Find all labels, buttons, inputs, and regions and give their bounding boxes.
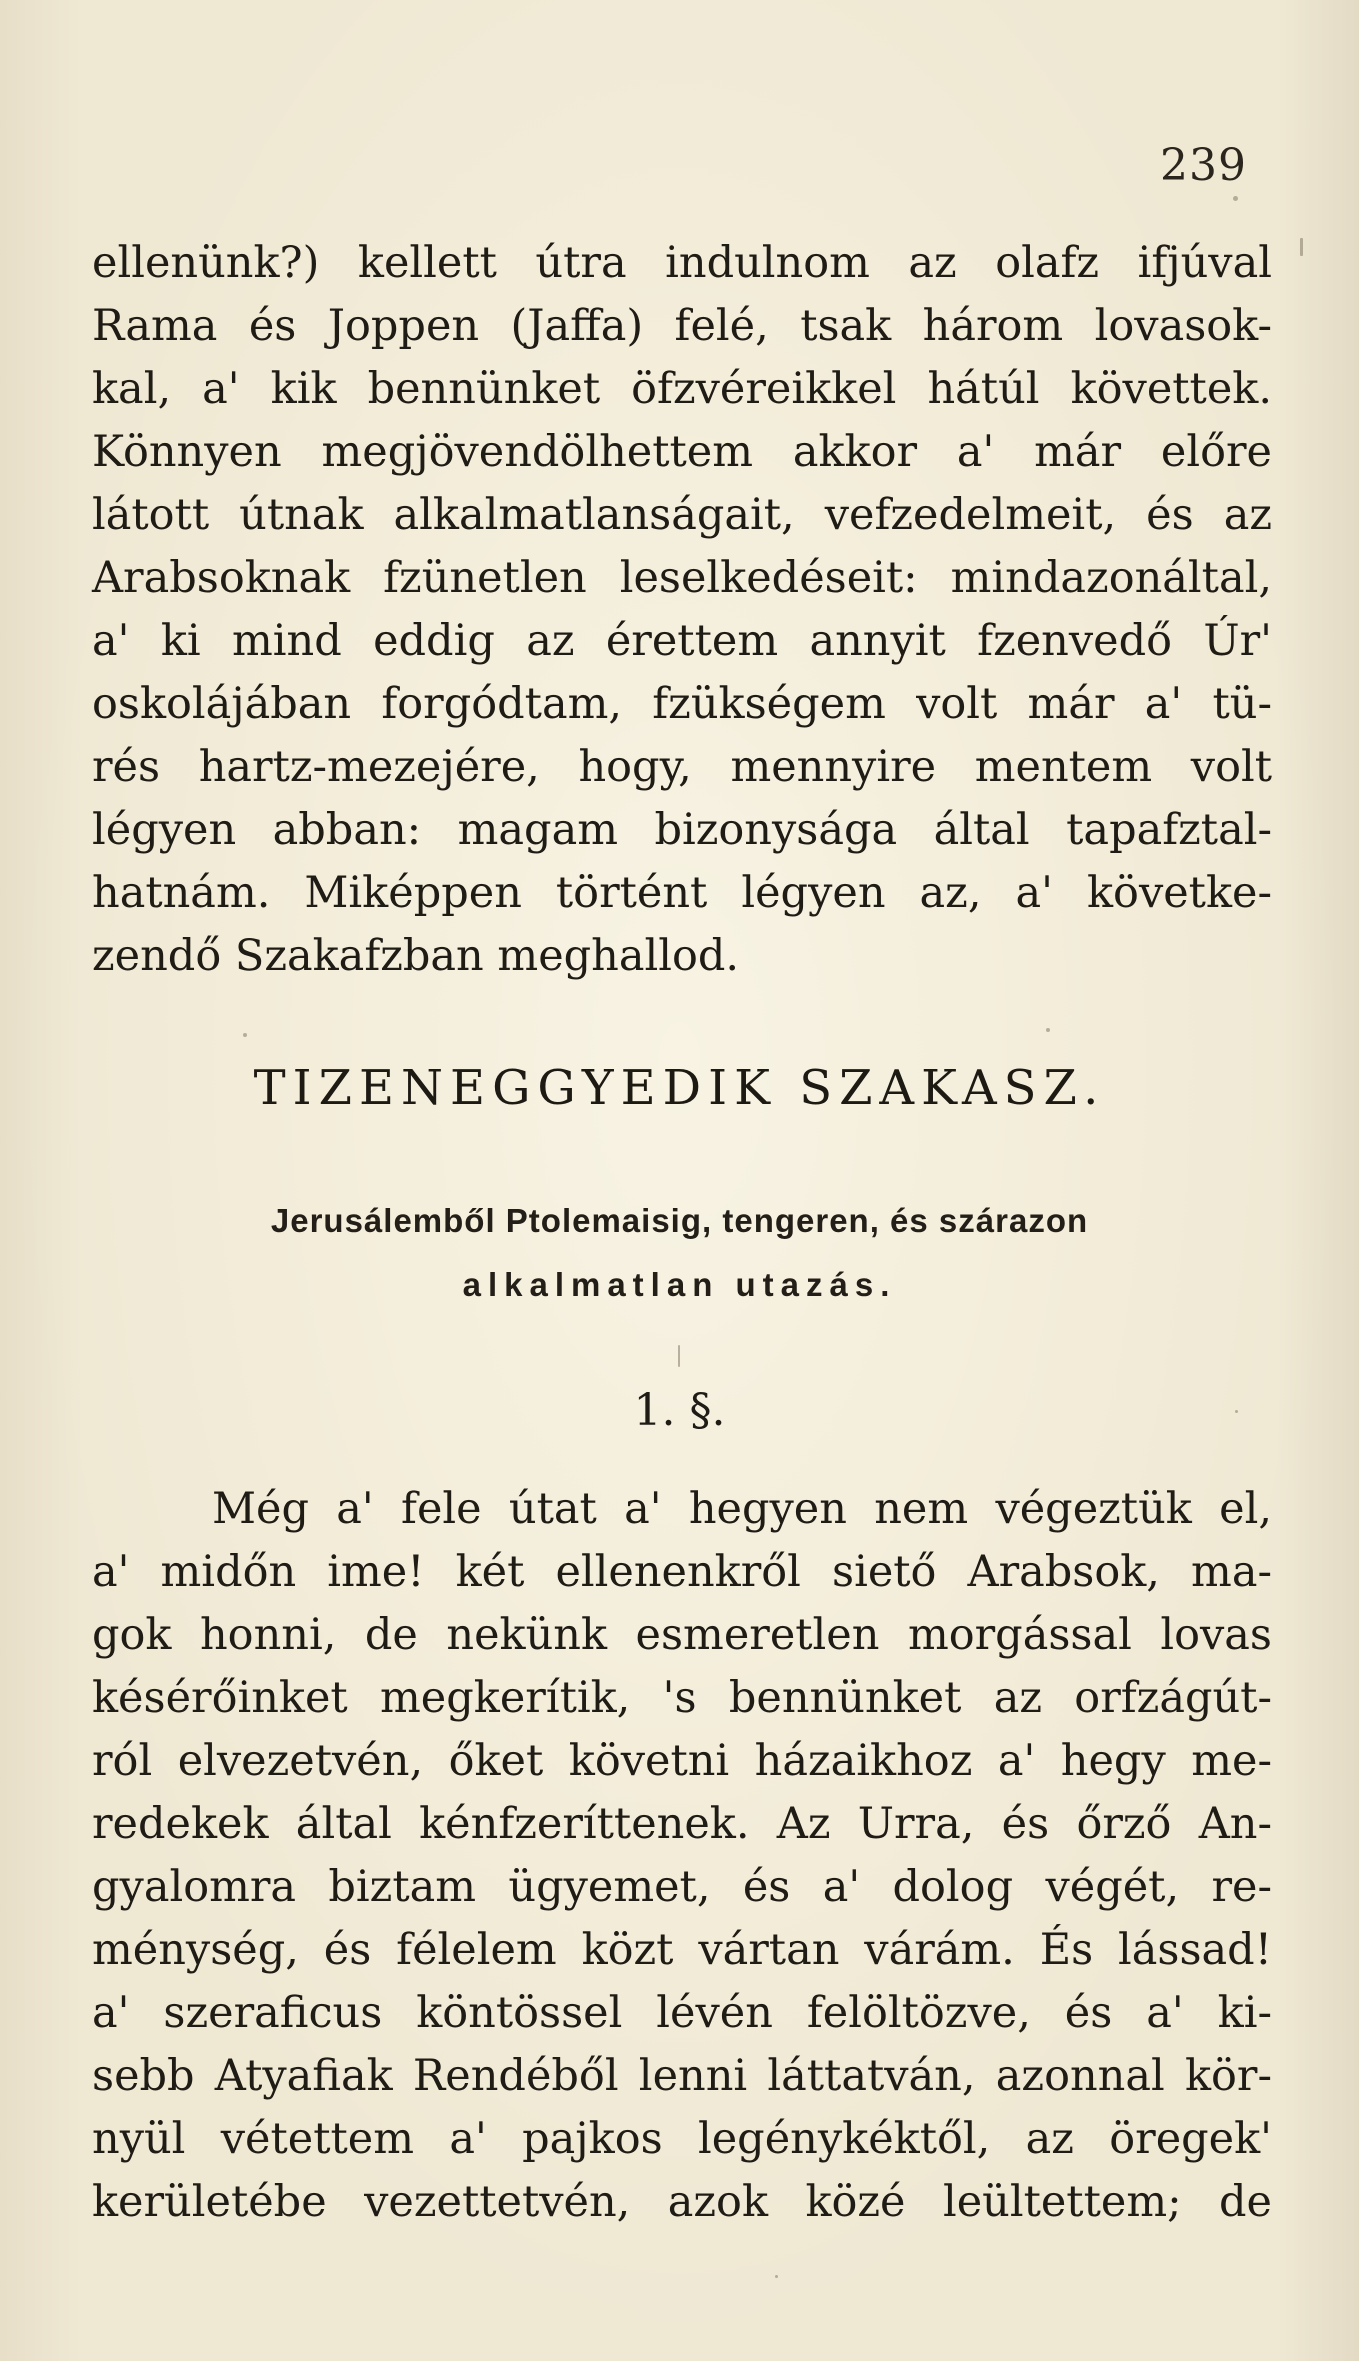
text-line: késérőinket megkerítik, 's bennünket az orfzágút- bbox=[92, 1673, 1272, 1723]
text-line: Arabsoknak fzünetlen leselkedéseit: mindazonáltal, bbox=[92, 553, 1272, 603]
text-line: Rama és Joppen (Jaffa) felé, tsak három lovasok- bbox=[92, 301, 1272, 351]
text-line: ellenünk?) kellett útra indulnom az olafz ifjúval bbox=[92, 238, 1272, 288]
chapter-title: TIZENEGGYEDIK SZAKASZ. bbox=[253, 1060, 1106, 1116]
text-line: gok honni, de nekünk esmeretlen morgással lovas bbox=[92, 1610, 1272, 1660]
text-line: ménység, és félelem közt vártan várám. És lássad! bbox=[92, 1925, 1272, 1975]
text-line: légyen abban: magam bizonysága által tapafztal- bbox=[92, 805, 1272, 855]
text-line: kerületébe vezettetvén, azok közé leültettem; de bbox=[92, 2177, 1272, 2227]
chapter-subtitle: Jerusálemből Ptolemaisig, tengeren, és szárazon bbox=[270, 1202, 1089, 1239]
text-line: a' midőn ime! két ellenenkről siető Arabsok, ma- bbox=[92, 1547, 1272, 1597]
text-line: oskolájában forgódtam, fzükségem volt már a' tü- bbox=[92, 679, 1272, 729]
text-line: a' szeraficus köntössel lévén felöltözve, és a' ki- bbox=[92, 1988, 1272, 2038]
text-line: nyül vétettem a' pajkos legénykéktől, az öregek' bbox=[92, 2114, 1272, 2164]
text-line: hatnám. Miképpen történt légyen az, a' követke- bbox=[92, 868, 1272, 918]
text-line: a' ki mind eddig az érettem annyit fzenvedő Úr' bbox=[92, 616, 1272, 666]
page-number: 239 bbox=[1160, 140, 1247, 191]
text-line: Könnyen megjövendölhettem akkor a' már előre bbox=[92, 427, 1272, 477]
paragraph-1 bbox=[92, 232, 1272, 988]
paragraph-2 bbox=[92, 1478, 1272, 2234]
chapter-subtitle-continued: alkalmatlan utazás. bbox=[462, 1266, 897, 1303]
text-line: gyalomra biztam ügyemet, és a' dolog végét, re- bbox=[92, 1862, 1272, 1912]
text-line: redekek által kénfzeríttenek. Az Urra, és őrző An- bbox=[92, 1799, 1272, 1849]
text-line: rés hartz-mezejére, hogy, mennyire mentem volt bbox=[92, 742, 1272, 792]
text-line: ról elvezetvén, őket követni házaikhoz a' hegy me- bbox=[92, 1736, 1272, 1786]
text-line: zendő Szakafzban meghallod. bbox=[92, 931, 740, 981]
text-line: kal, a' kik bennünket öfzvéreikkel hátúl követtek. bbox=[92, 364, 1272, 414]
text-line: sebb Atyafiak Rendéből lenni láttatván, azonnal kör- bbox=[92, 2051, 1272, 2101]
section-number: 1. §. bbox=[633, 1385, 726, 1436]
text-line: látott útnak alkalmatlanságait, vefzedelmeit, és az bbox=[92, 490, 1272, 540]
text-line: Még a' fele útat a' hegyen nem végeztük el, bbox=[212, 1484, 1272, 1534]
